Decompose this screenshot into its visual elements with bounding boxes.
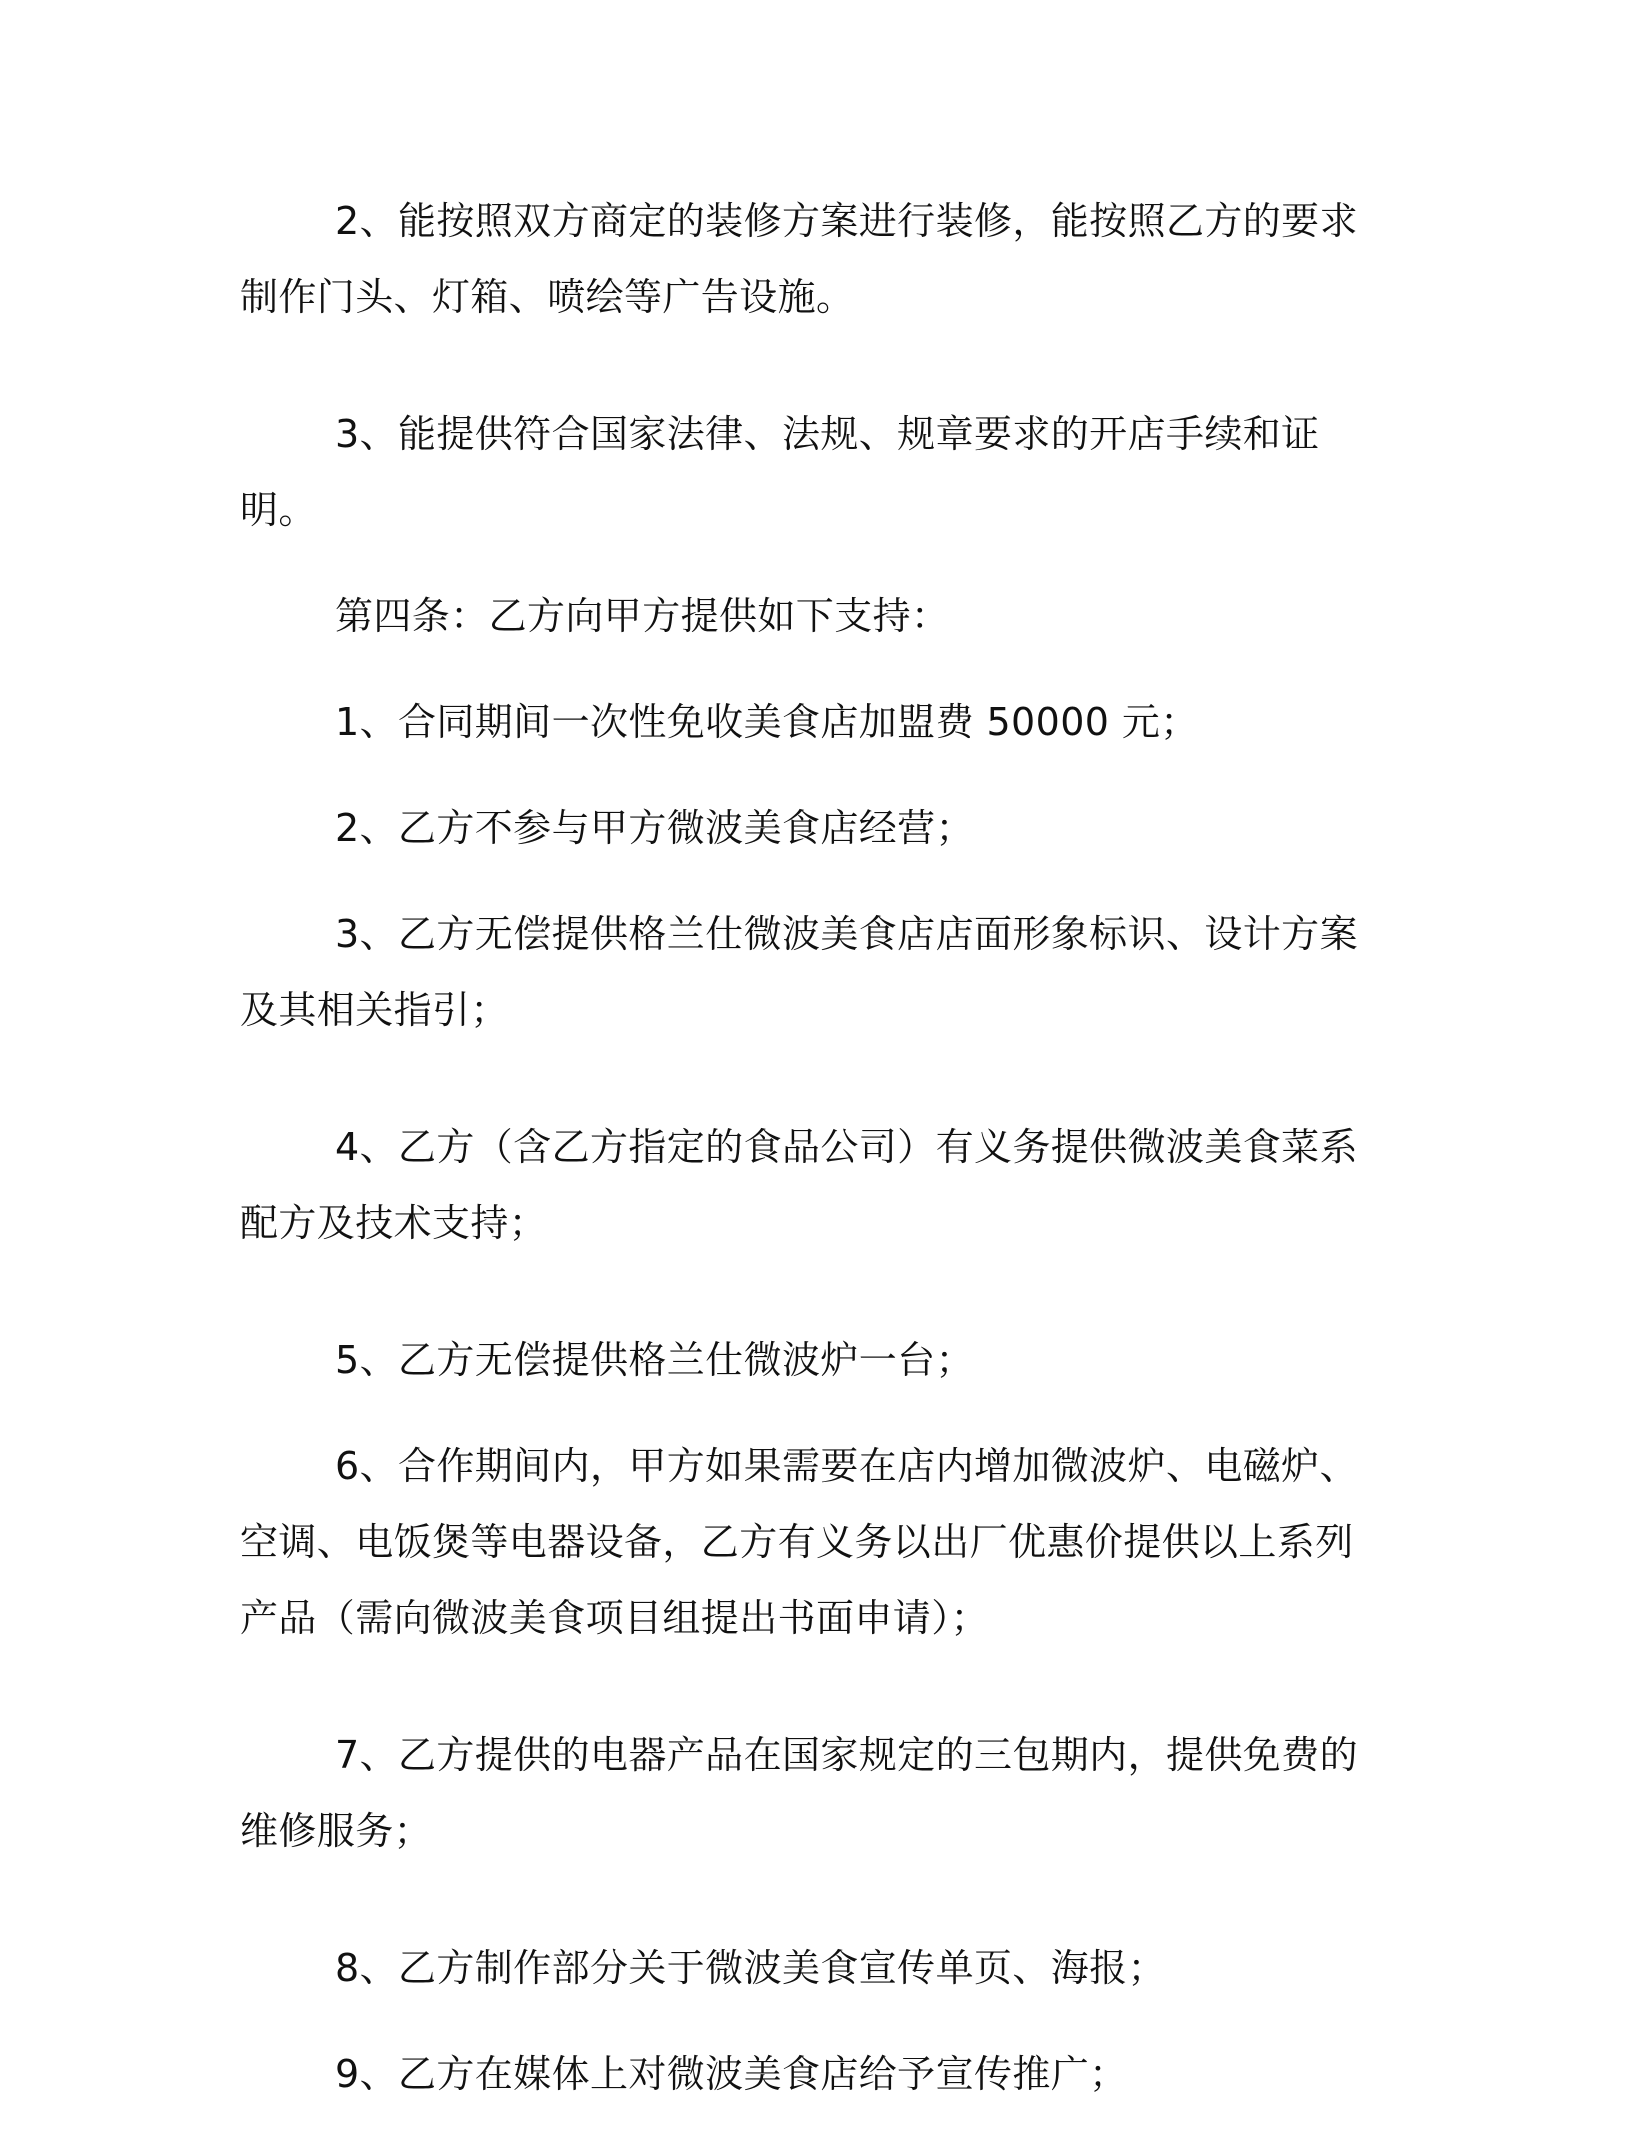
support-item-9: 9、乙方在媒体上对微波美食店给予宣传推广； [335,2052,1128,2096]
support-item-2: 2、乙方不参与甲方微波美食店经营； [335,806,974,850]
paragraph-decoration-clause: 2、能按照双方商定的装修方案进行装修，能按照乙方的要求制作门头、灯箱、喷绘等广告设施。 [240,199,1358,319]
support-item-3: 3、乙方无偿提供格兰仕微波美食店店面形象标识、设计方案及其相关指引； [240,912,1358,1032]
support-item-4: 4、乙方（含乙方指定的食品公司）有义务提供微波美食菜系配方及技术支持； [240,1125,1358,1245]
support-item-1: 1、合同期间一次性免收美食店加盟费 50000 元； [335,700,1199,744]
article-four-heading: 第四条：乙方向甲方提供如下支持： [335,594,950,638]
document-body [240,183,1365,2142]
support-item-8: 8、乙方制作部分关于微波美食宣传单页、海报； [335,1946,1166,1990]
support-item-6: 6、合作期间内，甲方如果需要在店内增加微波炉、电磁炉、空调、电饭煲等电器设备，乙方有义务以出厂优惠价提供以上系列产品（需向微波美食项目组提出书面申请）； [240,1444,1358,1640]
support-item-7: 7、乙方提供的电器产品在国家规定的三包期内，提供免费的维修服务； [240,1733,1358,1853]
paragraph-licenses-clause: 3、能提供符合国家法律、法规、规章要求的开店手续和证明。 [240,412,1320,532]
support-item-5: 5、乙方无偿提供格兰仕微波炉一台； [335,1338,974,1382]
